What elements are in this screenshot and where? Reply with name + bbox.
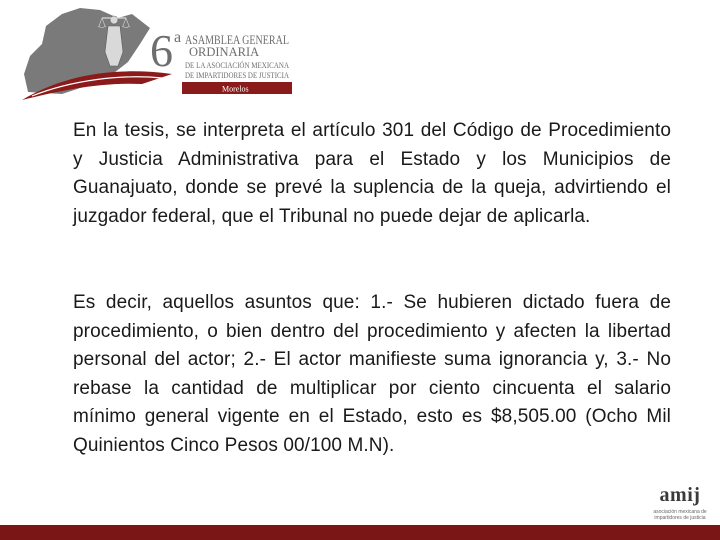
amij-tagline-1: asociación mexicana de xyxy=(653,509,707,515)
asamblea-logo xyxy=(22,4,294,102)
logo-number: 6 xyxy=(150,25,173,76)
logo-line-2: ORDINARIA xyxy=(189,45,260,59)
logo-line-4: DE IMPARTIDORES DE JUSTICIA xyxy=(185,70,290,80)
footer-bar xyxy=(0,525,720,540)
amij-logo xyxy=(646,484,714,524)
paragraph-thesis: En la tesis, se interpreta el artículo 301 del Código de Procedimiento y Justicia Administrativa para el Estado y los Municipios de Guanajuato, donde se prevé la suplencia de la queja, advirtiendo el juzgador federal, que el Tribunal no puede dejar de aplicarla. xyxy=(73,120,671,227)
logo-line-1: ASAMBLEA GENERAL xyxy=(185,33,289,47)
paragraph-conditions: Es decir, aquellos asuntos que: 1.- Se hubieren dictado fuera de procedimiento, o bien dentro del procedimiento y afecten la libertad personal del actor; 2.- El actor manifieste suma ignorancia y, 3.- No rebase la cantidad de multiplicar por ciento cincuenta el salario mínimo general vigente en el Estado, esto es $8,505.00 (Ocho Mil Quinientos Cinco Pesos 00/100 M.N). xyxy=(73,292,671,456)
logo-line-3: DE LA ASOCIACIÓN MEXICANA xyxy=(185,60,290,70)
amij-tagline-2: impartidores de justicia xyxy=(654,515,706,521)
logo-ordinal: a xyxy=(174,29,182,46)
amij-wordmark: amij xyxy=(659,484,701,506)
logo-place: Morelos xyxy=(222,84,249,94)
